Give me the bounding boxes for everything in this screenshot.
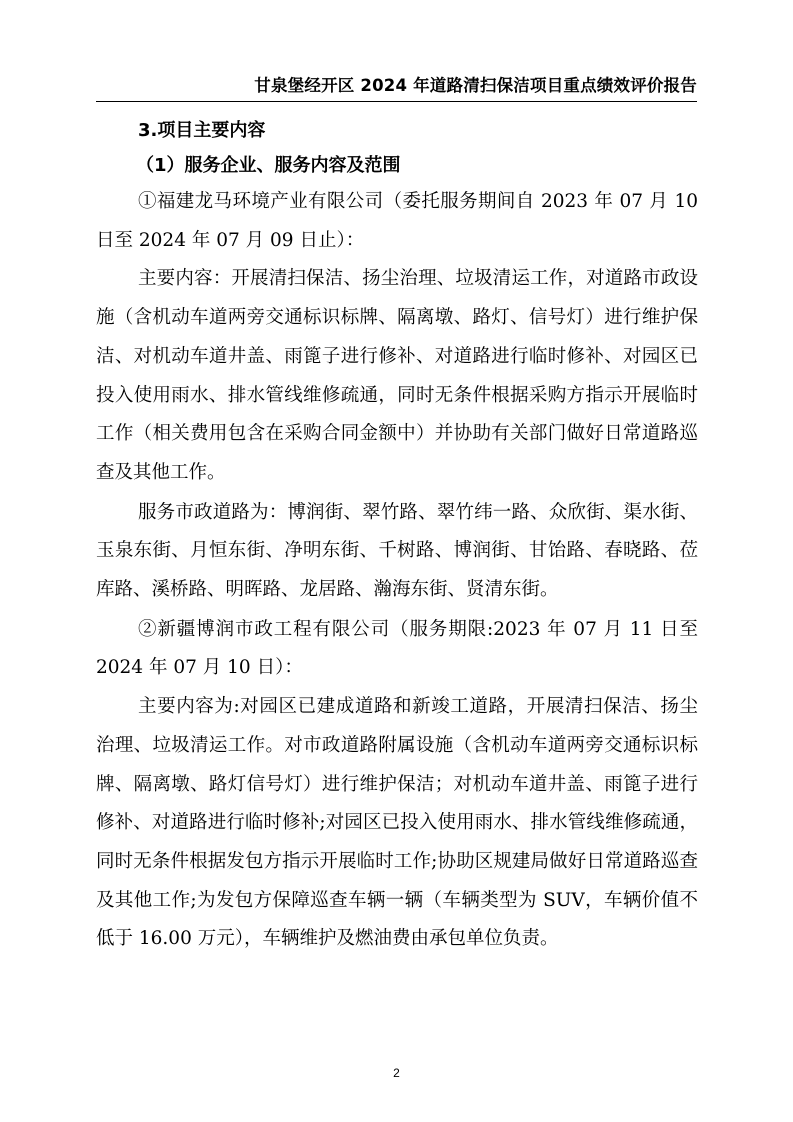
paragraph-main-content-1: 主要内容：开展清扫保洁、扬尘治理、垃圾清运工作，对道路市政设施（含机动车道两旁交通标识标牌、隔离墩、路灯、信号灯）进行维护保洁、对机动车道井盖、雨篦子进行修补、对道路进行临时修补、对园区已投入使用雨水、排水管线维修疏通，同时无条件根据采购方指示开展临时工作（相关费用包含在采购合同金额中）并协助有关部门做好日常道路巡查及其他工作。 xyxy=(96,268,698,483)
header-divider xyxy=(96,101,697,102)
paragraph-main-content-2: 主要内容为:对园区已建成道路和新竣工道路，开展清扫保洁、扬尘治理、垃圾清运工作。对市政道路附属设施（含机动车道两旁交通标识标牌、隔离墩、路灯信号灯）进行维护保洁；对机动车道井盖、雨篦子进行修补、对道路进行临时修补;对园区已投入使用雨水、排水管线维修疏通，同时无条件根据发包方指示开展临时工作;协助区规建局做好日常道路巡查及其他工作;为发包方保障巡查车辆一辆（车辆类型为 SUV，车辆价值不低于 16.00 万元），车辆维护及燃油费由承包单位负责。 xyxy=(96,696,698,950)
paragraph-roads-list: 服务市政道路为：博润街、翠竹路、翠竹纬一路、众欣街、渠水街、玉泉东街、月恒东街、净明东街、千树路、博润街、甘饴路、春晓路、莅库路、溪桥路、明晖路、龙居路、瀚海东街、贤清东街。 xyxy=(96,501,698,601)
subsection-heading: （1）服务企业、服务内容及范围 xyxy=(136,155,401,176)
page-body xyxy=(96,113,698,959)
page-number: 2 xyxy=(393,1066,400,1080)
section-heading: 3.项目主要内容 xyxy=(138,120,266,141)
paragraph-company-1: ①福建龙马环境产业有限公司（委托服务期间自 2023 年 07 月 10 日至 2024 年 07 月 09 日止）： xyxy=(96,191,698,251)
running-header: 甘泉堡经开区 2024 年道路清扫保洁项目重点绩效评价报告 xyxy=(254,76,697,95)
paragraph-company-2: ②新疆博润市政工程有限公司（服务期限:2023 年 07 月 11 日至 2024 年 07 月 10 日）： xyxy=(96,618,698,679)
